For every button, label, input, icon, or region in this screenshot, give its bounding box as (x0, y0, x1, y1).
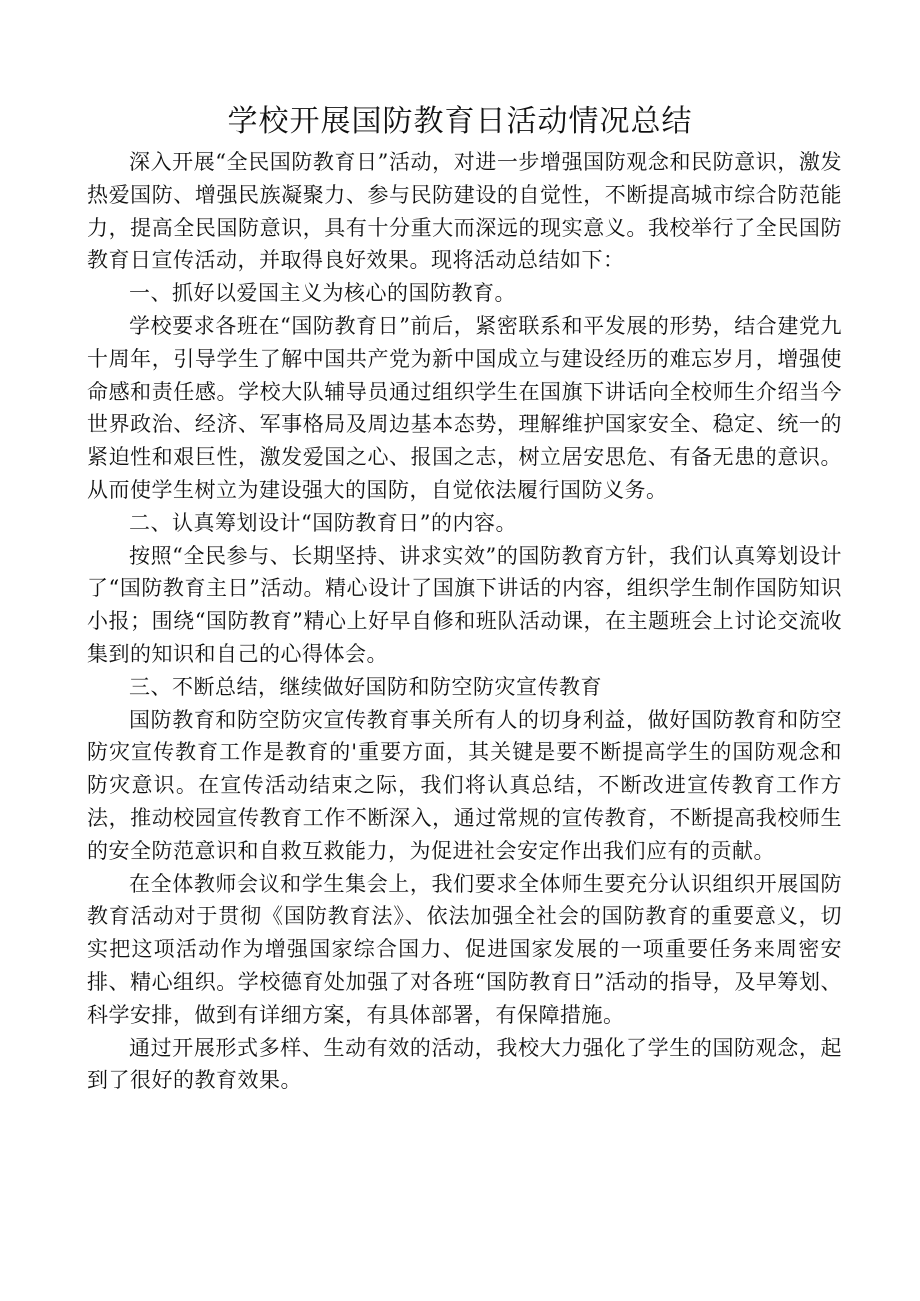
paragraph-intro: 深入开展“全民国防教育日”活动，对进一步增强国防观念和民防意识，激发热爱国防、增强民族凝聚力、参与民防建设的自觉性，不断提高城市综合防范能力，提高全民国防意识，具有十分重大而深远的现实意义。我校举行了全民国防教育日宣传活动，并取得良好效果。现将活动总结如下： (87, 150, 842, 273)
document-body (87, 146, 842, 1097)
paragraph-meeting: 在全体教师会议和学生集会上，我们要求全体师生要充分认识组织开展国防教育活动对于贯彻《国防教育法》、依法加强全社会的国防教育的重要意义，切实把这项活动作为增强国家综合国力、促进国家发展的一项重要任务来周密安排、精心组织。学校德育处加强了对各班“国防教育日”活动的指导，及早筹划、科学安排，做到有详细方案，有具体部署，有保障措施。 (87, 871, 842, 1027)
paragraph-section-1: 学校要求各班在“国防教育日”前后，紧密联系和平发展的形势，结合建党九十周年，引导学生了解中国共产党为新中国成立与建设经历的难忘岁月，增强使命感和责任感。学校大队辅导员通过组织学生在国旗下讲话向全校师生介绍当今世界政治、经济、军事格局及周边基本态势，理解维护国家安全、稳定、统一的紧迫性和艰巨性，激发爱国之心、报国之志，树立居安思危、有备无患的意识。从而使学生树立为建设强大的国防，自觉依法履行国防义务。 (87, 313, 842, 502)
paragraph-section-2: 按照“全民参与、长期坚持、讲求实效”的国防教育方针，我们认真筹划设计了“国防教育主日”活动。精心设计了国旗下讲话的内容，组织学生制作国防知识小报；围绕“国防教育”精心上好早自修和班队活动课，在主题班会上讨论交流收集到的知识和自己的心得体会。 (87, 543, 842, 666)
document-title: 学校开展国防教育日活动情况总结 (227, 104, 693, 139)
section-heading-1: 一、抓好以爱国主义为核心的国防教育。 (129, 281, 516, 306)
section-heading-3: 三、不断总结，继续做好国防和防空防灾宣传教育 (129, 674, 602, 699)
section-heading-2: 二、认真筹划设计“国防教育日”的内容。 (129, 510, 517, 535)
paragraph-section-3: 国防教育和防空防灾宣传教育事关所有人的切身利益，做好国防教育和防空防灾宣传教育工作是教育的'重要方面，其关键是要不断提高学生的国防观念和防灾意识。在宣传活动结束之际，我们将认真总结，不断改进宣传教育工作方法，推动校园宣传教育工作不断深入，通过常规的宣传教育，不断提高我校师生的安全防范意识和自救互救能力，为促进社会安定作出我们应有的贡献。 (87, 707, 842, 863)
paragraph-conclusion: 通过开展形式多样、生动有效的活动，我校大力强化了学生的国防观念，起到了很好的教育效果。 (87, 1035, 842, 1093)
